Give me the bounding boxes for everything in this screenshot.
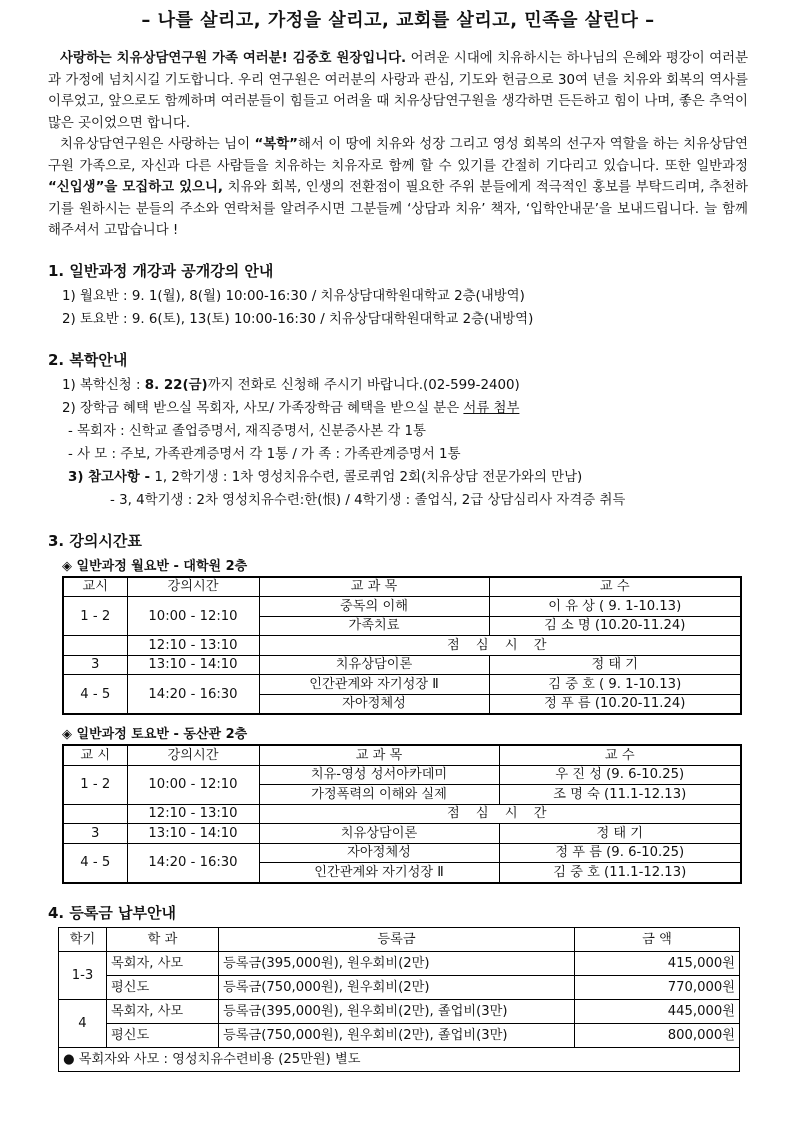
semester-cell: 1-3: [59, 951, 107, 999]
semester-cell: 4: [59, 999, 107, 1047]
professor-cell: 김 중 호 ( 9. 1-10.13): [489, 675, 741, 695]
course-cell: 자아정체성: [259, 694, 489, 714]
header-cell: 교 시: [63, 745, 127, 765]
course-cell: 중독의 이해: [259, 597, 489, 617]
time-cell: 14:20 - 16:30: [127, 675, 259, 715]
table-row: [63, 636, 741, 656]
intro-section: [48, 48, 748, 242]
text: 1, 2학기생 : 1차 영성치유수련, 콜로퀴엄 2회(치유상담 전문가와의 만남): [150, 469, 583, 485]
amount-cell: 770,000원: [575, 975, 740, 999]
professor-cell: 이 유 상 ( 9. 1-10.13): [489, 597, 741, 617]
professor-cell: 우 진 성 (9. 6-10.25): [499, 765, 741, 785]
fee-detail-cell: 등록금(750,000원), 원우회비(2만), 졸업비(3만): [219, 1023, 575, 1047]
time-cell: 14:20 - 16:30: [127, 843, 259, 883]
period-cell: 3: [63, 655, 127, 675]
time-cell: 10:00 - 12:10: [127, 765, 259, 804]
table-row: [59, 999, 740, 1023]
course-cell: 인간관계와 자기성장 Ⅱ: [259, 675, 489, 695]
header-cell: 학 과: [107, 927, 219, 951]
intro-text: 치유상담연구원은 사랑하는 님이: [60, 137, 255, 152]
header-cell: 강의시간: [127, 745, 259, 765]
scholarship-info: [48, 397, 748, 420]
text: 2) 장학금 혜택 받으실 목회자, 사모/ 가족장학금 혜택을 받으실 분은: [62, 400, 464, 416]
header-cell: 교시: [63, 577, 127, 597]
intro-paragraph-1: [48, 48, 748, 134]
monday-schedule-table: [62, 576, 742, 716]
monday-class-info: 1) 월요반 : 9. 1(월), 8(월) 10:00-16:30 / 치유상담대학원대학교 2층(내방역): [62, 288, 525, 304]
fee-detail-cell: 등록금(750,000원), 원우회비(2만): [219, 975, 575, 999]
course-cell: 치유상담이론: [259, 655, 489, 675]
saturday-class-info: 2) 토요반 : 9. 6(토), 13(토) 10:00-16:30 / 치유상담대학원대학교 2층(내방역): [62, 311, 534, 327]
lunch-cell: 점 심 시 간: [259, 804, 741, 824]
monday-schedule-title: ◈ 일반과정 월요반 - 대학원 2층: [62, 558, 248, 574]
return-application: [48, 374, 748, 397]
table-header-row: [63, 745, 741, 765]
saturday-schedule-title: ◈ 일반과정 토요반 - 동산관 2층: [62, 727, 248, 742]
table-header-row: [59, 927, 740, 951]
professor-cell: 정 태 기: [489, 655, 741, 675]
department-cell: 평신도: [107, 1023, 219, 1047]
reference-notes: [48, 466, 748, 489]
time-cell: 13:10 - 14:10: [127, 824, 259, 844]
reference-notes-2: - 3, 4학기생 : 2차 영성치유수련:한(恨) / 4학기생 : 졸업식, 2급 상담심리사 자격증 취득: [110, 492, 626, 508]
time-cell: 12:10 - 13:10: [127, 636, 259, 656]
professor-cell: 정 태 기: [499, 824, 741, 844]
table-row: [59, 1023, 740, 1047]
department-cell: 평신도: [107, 975, 219, 999]
intro-text: 어려운 시대에 치유하시는 하나님의 은혜와 평강이 여러분과 가정에 넘치시길 기도합니다. 우리 연구원은 여러분의 사랑과 관심, 기도와 헌금으로 30여 년을 치유와 회복의 역사를 이루었고, 앞으로도 함께하며 여러분들이 힘들고 어려울 때 치유상담연구원을 생각하면 든든하고 힘이 나며, 좋은 추억이 많은 곳이었으면 합니다.: [48, 51, 748, 131]
professor-cell: 조 명 숙 (11.1-12.13): [499, 785, 741, 805]
fee-detail-cell: 등록금(395,000원), 원우회비(2만), 졸업비(3만): [219, 999, 575, 1023]
header-cell: 교 수: [489, 577, 741, 597]
amount-cell: 445,000원: [575, 999, 740, 1023]
fee-note: ● 목회자와 사모 : 영성치유수련비용 (25만원) 별도: [59, 1047, 740, 1071]
department-cell: 목회자, 사모: [107, 999, 219, 1023]
header-cell: 강의시간: [127, 577, 259, 597]
page-title: – 나를 살리고, 가정을 살리고, 교회를 살리고, 민족을 살린다 –: [141, 10, 655, 31]
period-cell: 4 - 5: [63, 675, 127, 715]
section-1-heading: 1. 일반과정 개강과 공개강의 안내: [48, 261, 274, 280]
period-cell: 3: [63, 824, 127, 844]
course-cell: 가족치료: [259, 616, 489, 636]
table-header-row: [63, 577, 741, 597]
table-row: [63, 824, 741, 844]
period-cell: 1 - 2: [63, 765, 127, 804]
highlight-new-students: “신입생”을 모집하고 있으니,: [48, 180, 224, 195]
table-row: [63, 675, 741, 695]
document-page: [48, 6, 748, 1072]
professor-cell: 정 푸 름 (9. 6-10.25): [499, 843, 741, 863]
course-cell: 치유-영성 성서아카데미: [259, 765, 499, 785]
time-cell: 13:10 - 14:10: [127, 655, 259, 675]
header-cell: 교 수: [499, 745, 741, 765]
period-cell: [63, 636, 127, 656]
course-cell: 자아정체성: [259, 843, 499, 863]
greeting-bold: 사랑하는 치유상담연구원 가족 여러분! 김중호 원장입니다.: [60, 51, 407, 66]
section-4-heading: 4. 등록금 납부안내: [48, 903, 177, 922]
header-cell: 교 과 목: [259, 745, 499, 765]
highlight-return: “복학”: [254, 137, 298, 152]
amount-cell: 415,000원: [575, 951, 740, 975]
period-cell: [63, 804, 127, 824]
table-row: [63, 804, 741, 824]
period-cell: 1 - 2: [63, 597, 127, 636]
table-row: [59, 975, 740, 999]
header-cell: 학기: [59, 927, 107, 951]
department-cell: 목회자, 사모: [107, 951, 219, 975]
table-row: [59, 1047, 740, 1071]
course-cell: 가정폭력의 이해와 실제: [259, 785, 499, 805]
time-cell: 12:10 - 13:10: [127, 804, 259, 824]
header-cell: 등록금: [219, 927, 575, 951]
reference-label: 3) 참고사항 -: [68, 469, 151, 485]
section-2-heading: 2. 복학안내: [48, 350, 128, 369]
pastor-documents: - 목회자 : 신학교 졸업증명서, 재직증명서, 신분증사본 각 1통: [68, 423, 426, 439]
spouse-family-documents: - 사 모 : 주보, 가족관계증명서 각 1통 / 가 족 : 가족관계증명서 1통: [68, 446, 461, 462]
deadline-date: 8. 22(금): [144, 377, 208, 393]
course-cell: 인간관계와 자기성장 Ⅱ: [259, 863, 499, 883]
professor-cell: 김 중 호 (11.1-12.13): [499, 863, 741, 883]
fee-detail-cell: 등록금(395,000원), 원우회비(2만): [219, 951, 575, 975]
professor-cell: 정 푸 름 (10.20-11.24): [489, 694, 741, 714]
saturday-schedule-table: [62, 744, 742, 884]
text: 까지 전화로 신청해 주시기 바랍니다.(02-599-2400): [207, 377, 520, 393]
table-row: [63, 765, 741, 785]
period-cell: 4 - 5: [63, 843, 127, 883]
header-cell: 교 과 목: [259, 577, 489, 597]
table-row: [63, 597, 741, 617]
lunch-cell: 점 심 시 간: [259, 636, 741, 656]
course-cell: 치유상담이론: [259, 824, 499, 844]
intro-text: 해서 이 땅에 치유와 성장 그리고 영성 회복의 선구자 역할을 하는 치유상담연구원 가족으로, 자신과 다른 사람들을 치유하는 치유자로 함께 할 수 있기를 간절히 기다리고 있습니다. 또한 일반과정: [48, 137, 748, 174]
table-row: [63, 843, 741, 863]
amount-cell: 800,000원: [575, 1023, 740, 1047]
documents-required: 서류 첨부: [463, 400, 520, 416]
intro-text: 치유와 회복, 인생의 전환점이 필요한 주위 분들에게 적극적인 홍보를 부탁드리며, 추천하기를 원하시는 분들의 주소와 연락처를 알려주시면 그분들께 ‘상담과 치유’ 책자, ‘입학안내문’을 보내드립니다. 늘 함께 해주셔서 고맙습니다 !: [48, 180, 748, 238]
table-row: [59, 951, 740, 975]
header-cell: 금 액: [575, 927, 740, 951]
table-row: [63, 655, 741, 675]
tuition-table: [58, 927, 740, 1072]
intro-paragraph-2: [48, 134, 748, 242]
section-3-heading: 3. 강의시간표: [48, 531, 142, 550]
professor-cell: 김 소 명 (10.20-11.24): [489, 616, 741, 636]
label: 1) 복학신청 :: [62, 377, 145, 393]
time-cell: 10:00 - 12:10: [127, 597, 259, 636]
